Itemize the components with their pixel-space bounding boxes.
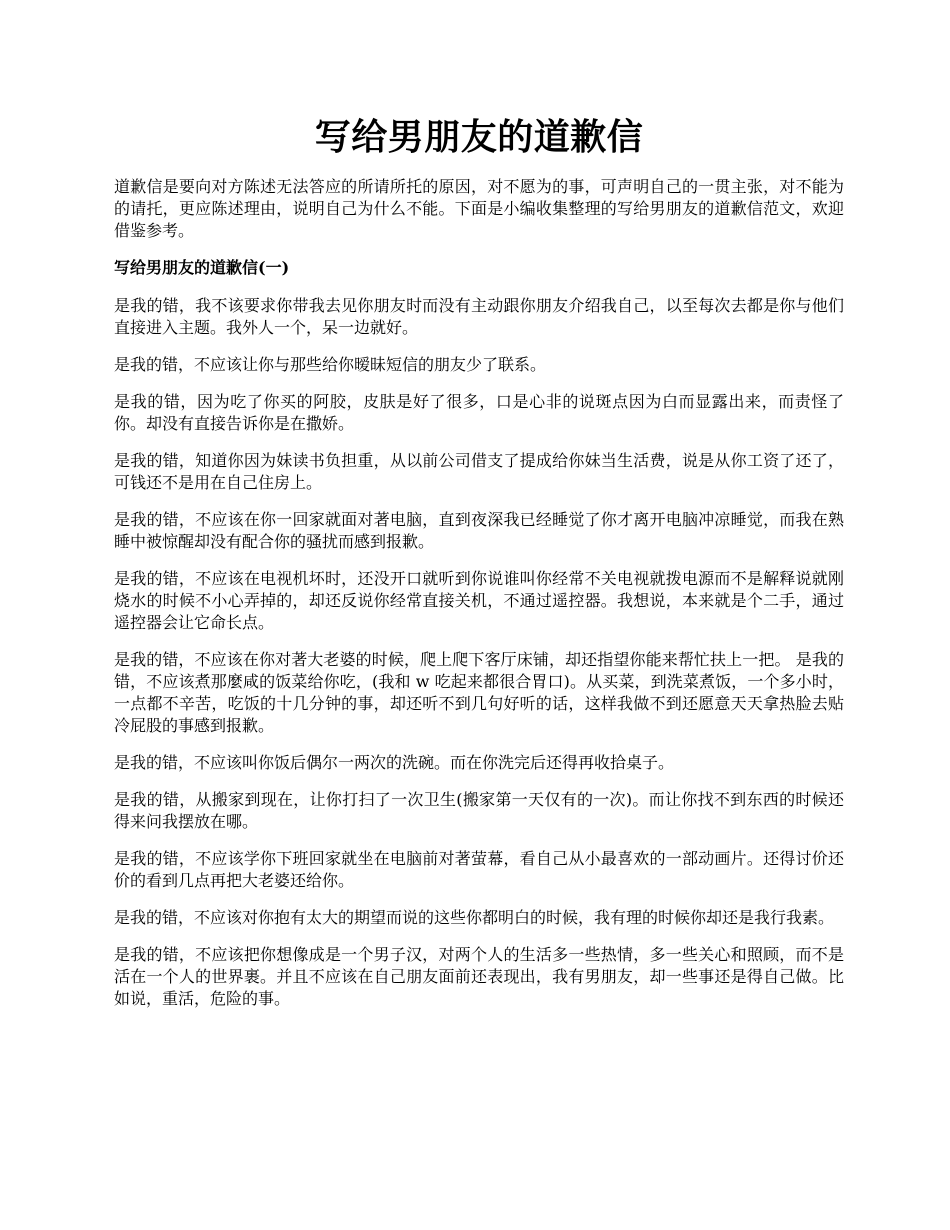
body-paragraph-8: 是我的错，不应该叫你饭后偶尔一两次的洗碗。而在你洗完后还得再收拾桌子。 [114, 753, 675, 772]
body-paragraph-5: 是我的错，不应该在你一回家就面对著电脑，直到夜深我已经睡觉了你才离开电脑冲凉睡觉，而我在熟睡中被惊醒却没有配合你的骚扰而感到报歉。 [114, 510, 844, 551]
body-paragraph-6: 是我的错，不应该在电视机坏时，还没开口就听到你说谁叫你经常不关电视就拨电源而不是解释说就刚烧水的时候不小心弄掉的，却还反说你经常直接关机，不通过遥控器。我想说，本来就是个二手，通过遥控器会让它命长点。 [114, 569, 844, 632]
body-paragraph-11: 是我的错，不应该对你抱有太大的期望而说的这些你都明白的时候，我有理的时候你却还是我行我素。 [114, 908, 835, 927]
section-heading: 写给男朋友的道歉信(一) [114, 258, 290, 277]
body-paragraph-12: 是我的错，不应该把你想像成是一个男子汉，对两个人的生活多一些热情，多一些关心和照顾，而不是活在一个人的世界裹。并且不应该在自己朋友面前还表现出，我有男朋友，却一些事还是得自己做。比如说，重活，危险的事。 [114, 945, 844, 1008]
body-paragraph-4: 是我的错，知道你因为妹读书负担重，从以前公司借支了提成给你妹当生活费，说是从你工资了还了，可钱还不是用在自己住房上。 [114, 451, 844, 492]
body-paragraph-2: 是我的错，不应该让你与那些给你暧昧短信的朋友少了联系。 [114, 355, 547, 374]
body-paragraph-7: 是我的错，不应该在你对著大老婆的时候，爬上爬下客厅床铺，却还指望你能来帮忙扶上一把。 是我的错，不应该煮那麼咸的饭菜给你吃，(我和 w 吃起来都很合胃口)。从买菜，到洗菜煮饭，一个多小时，一点都不辛苦，吃饭的十几分钟的事，却还听不到几句好听的话，这样我做不到还愿意天天拿热脸去贴冷屁股的事感到报歉。 [114, 650, 844, 735]
document-page [114, 112, 844, 1025]
intro-paragraph: 道歉信是要向对方陈述无法答应的所请所托的原因，对不愿为的事，可声明自己的一贯主张，对不能为的请托，更应陈述理由，说明自己为什么不能。下面是小编收集整理的写给男朋友的道歉信范文，欢迎借鉴参考。 [114, 177, 844, 240]
body-paragraph-3: 是我的错，因为吃了你买的阿胶，皮肤是好了很多，口是心非的说斑点因为白而显露出来，而责怪了你。却没有直接告诉你是在撒娇。 [114, 392, 844, 433]
body-paragraph-1: 是我的错，我不该要求你带我去见你朋友时而没有主动跟你朋友介绍我自己，以至每次去都是你与他们直接进入主题。我外人一个，呆一边就好。 [114, 296, 844, 337]
page-title: 写给男朋友的道歉信 [314, 116, 644, 158]
body-paragraph-9: 是我的错，从搬家到现在，让你打扫了一次卫生(搬家第一天仅有的一次)。而让你找不到东西的时候还得来问我摆放在哪。 [114, 790, 844, 831]
body-paragraph-10: 是我的错，不应该学你下班回家就坐在电脑前对著萤幕，看自己从小最喜欢的一部动画片。还得讨价还价的看到几点再把大老婆还给你。 [114, 849, 844, 890]
